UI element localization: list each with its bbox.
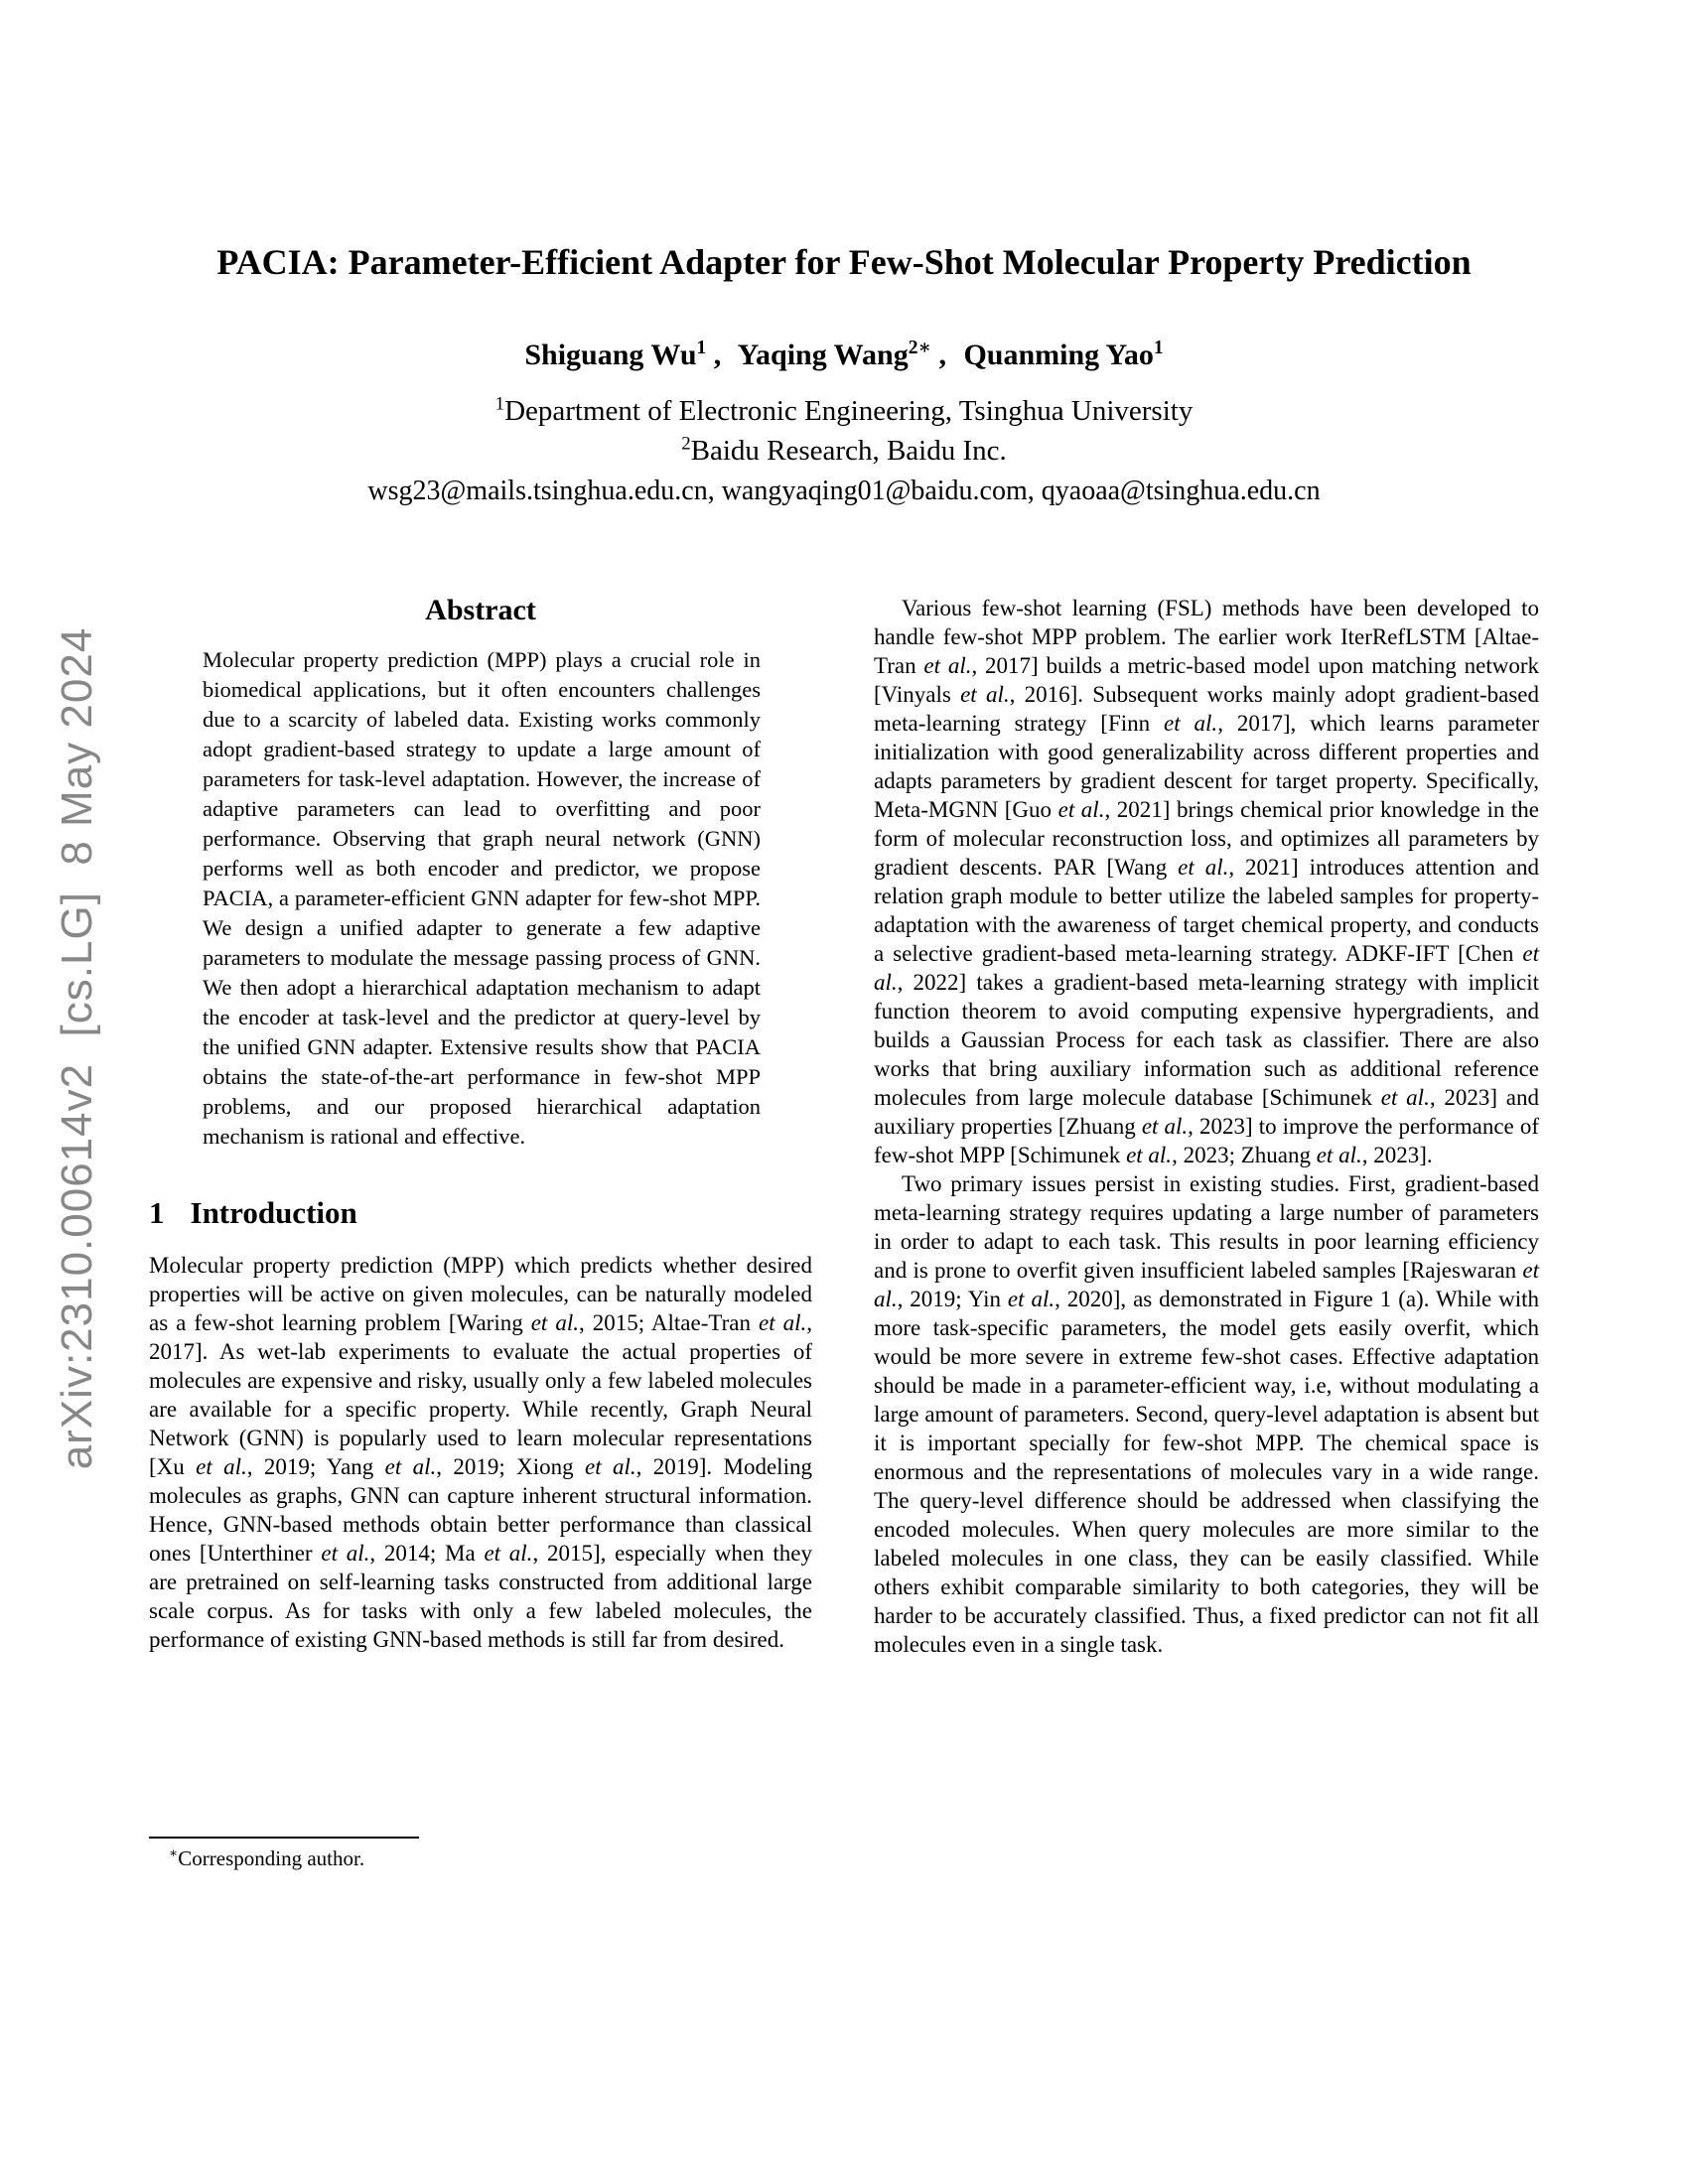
related-work-paragraph: Various few-shot learning (FSL) methods have been developed to handle few-shot MPP problem. The earlier work IterRefLSTM [Altae-Tran et al., 2017] builds a metric-based model upon matching network [Vinyals et al., 2016]. Subsequent works mainly adopt gradient-based meta-learning strategy [Finn et al., 2017], which learns parameter initialization with good generalizability across different properties and adapts parameters by gradient descent for target property. Specifically, Meta-MGNN [Guo et al., 2021] brings chemical prior knowledge in the form of molecular reconstruction loss, and optimizes all parameters by gradient descents. PAR [Wang et al., 2021] introduces attention and relation graph module to better utilize the labeled samples for property-adaptation with the awareness of target chemical property, and conducts a selective gradient-based meta-learning strategy. ADKF-IFT [Chen et al., 2022] takes a gradient-based meta-learning strategy with implicit function theorem to avoid computing expensive hypergradients, and builds a Gaussian Process for each task as classifier. There are also works that bring auxiliary information such as additional reference molecules from large molecule database [Schimunek et al., 2023] and auxiliary properties [Zhuang et al., 2023] to improve the performance of few-shot MPP [Schimunek et al., 2023; Zhuang et al., 2023]. bbox=[874, 596, 1540, 1167]
abstract-text: Molecular property prediction (MPP) plays a crucial role in biomedical applications, but it often encounters challenges due to a scarcity of labeled data. Existing works commonly adopt gradient-based strategy to update a large amount of parameters for task-level adaptation. However, the increase of adaptive parameters can lead to overfitting and poor performance. Observing that graph neural network (GNN) performs well as both encoder and predictor, we propose PACIA, a parameter-efficient GNN adapter for few-shot MPP. We design a unified adapter to generate a few adaptive parameters to modulate the message passing process of GNN. We then adopt a hierarchical adaptation mechanism to adapt the encoder at task-level and the predictor at query-level by the unified GNN adapter. Extensive results show that PACIA obtains the state-of-the-art performance in few-shot MPP problems, and our proposed hierarchical adaptation mechanism is rational and effective. bbox=[203, 647, 761, 1149]
paper-title: PACIA: Parameter-Efficient Adapter for Few-Shot Molecular Property Prediction bbox=[216, 242, 1472, 282]
right-column bbox=[874, 594, 1539, 1659]
abstract-heading: Abstract bbox=[425, 594, 536, 626]
footnote-text: ∗Corresponding author. bbox=[169, 1845, 365, 1870]
affiliation-baidu: $^2$Baidu Research, Baidu Inc. bbox=[681, 433, 1007, 467]
section-1-title: Introduction bbox=[190, 1195, 357, 1230]
footnote bbox=[149, 1837, 812, 1871]
intro-paragraph: Molecular property prediction (MPP) which predicts whether desired properties will be active on given molecules, can be naturally modeled as a few-shot learning problem [Waring et al., 2015; Altae-Tran et al., 2017]. As wet-lab experiments to evaluate the actual properties of molecules are expensive and risky, usually only a few labeled molecules are available for a specific property. While recently, Graph Neural Network (GNN) is popularly used to learn molecular representations [Xu et al., 2019; Yang et al., 2019; Xiong et al., 2019]. Modeling molecules as graphs, GNN can capture inherent structural information. Hence, GNN-based methods obtain better performance than classical ones [Unterthiner et al., 2014; Ma et al., 2015], especially when they are pretrained on self-learning tasks constructed from additional large scale corpus. As for tasks with only a few labeled molecules, the performance of existing GNN-based methods is still far from desired. bbox=[149, 1253, 812, 1652]
section-1-number: 1 bbox=[149, 1195, 165, 1230]
section-1-heading bbox=[149, 1195, 812, 1231]
footnote-rule bbox=[149, 1837, 419, 1839]
arxiv-watermark: arXiv:2310.00614v2 [cs.LG] 8 May 2024 bbox=[53, 626, 101, 1470]
authors-line: Shiguang Wu$^1$ , Yaqing Wang$^{2∗}$ , Quanming Yao$^1$ bbox=[524, 338, 1164, 371]
affiliation-tsinghua: $^1$Department of Electronic Engineering, Tsinghua University bbox=[494, 393, 1194, 427]
left-column bbox=[149, 594, 812, 1654]
author-emails: wsg23@mails.tsinghua.edu.cn, wangyaqing01@baidu.com, qyaoaa@tsinghua.edu.cn bbox=[367, 476, 1321, 506]
open-issues-paragraph: Two primary issues persist in existing studies. First, gradient-based meta-learning strategy requires updating a large number of parameters in order to adapt to each task. This results in poor learning efficiency and is prone to overfit given insufficient labeled samples [Rajeswaran et al., 2019; Yin et al., 2020], as demonstrated in Figure 1 (a). While with more task-specific parameters, the model gets easily overfit, which would be more severe in extreme few-shot cases. Effective adaptation should be made in a parameter-efficient way, i.e, without modulating a large amount of parameters. Second, query-level adaptation is absent but it is important specially for few-shot MPP. The chemical space is enormous and the representations of molecules vary in a wide range. The query-level difference should be addressed when classifying the encoded molecules. When query molecules are more similar to the labeled molecules in one class, they can be easily classified. While others exhibit comparable similarity to both categories, they will be harder to be accurately classified. Thus, a fixed predictor can not fit all molecules even in a single task. bbox=[874, 1171, 1539, 1657]
